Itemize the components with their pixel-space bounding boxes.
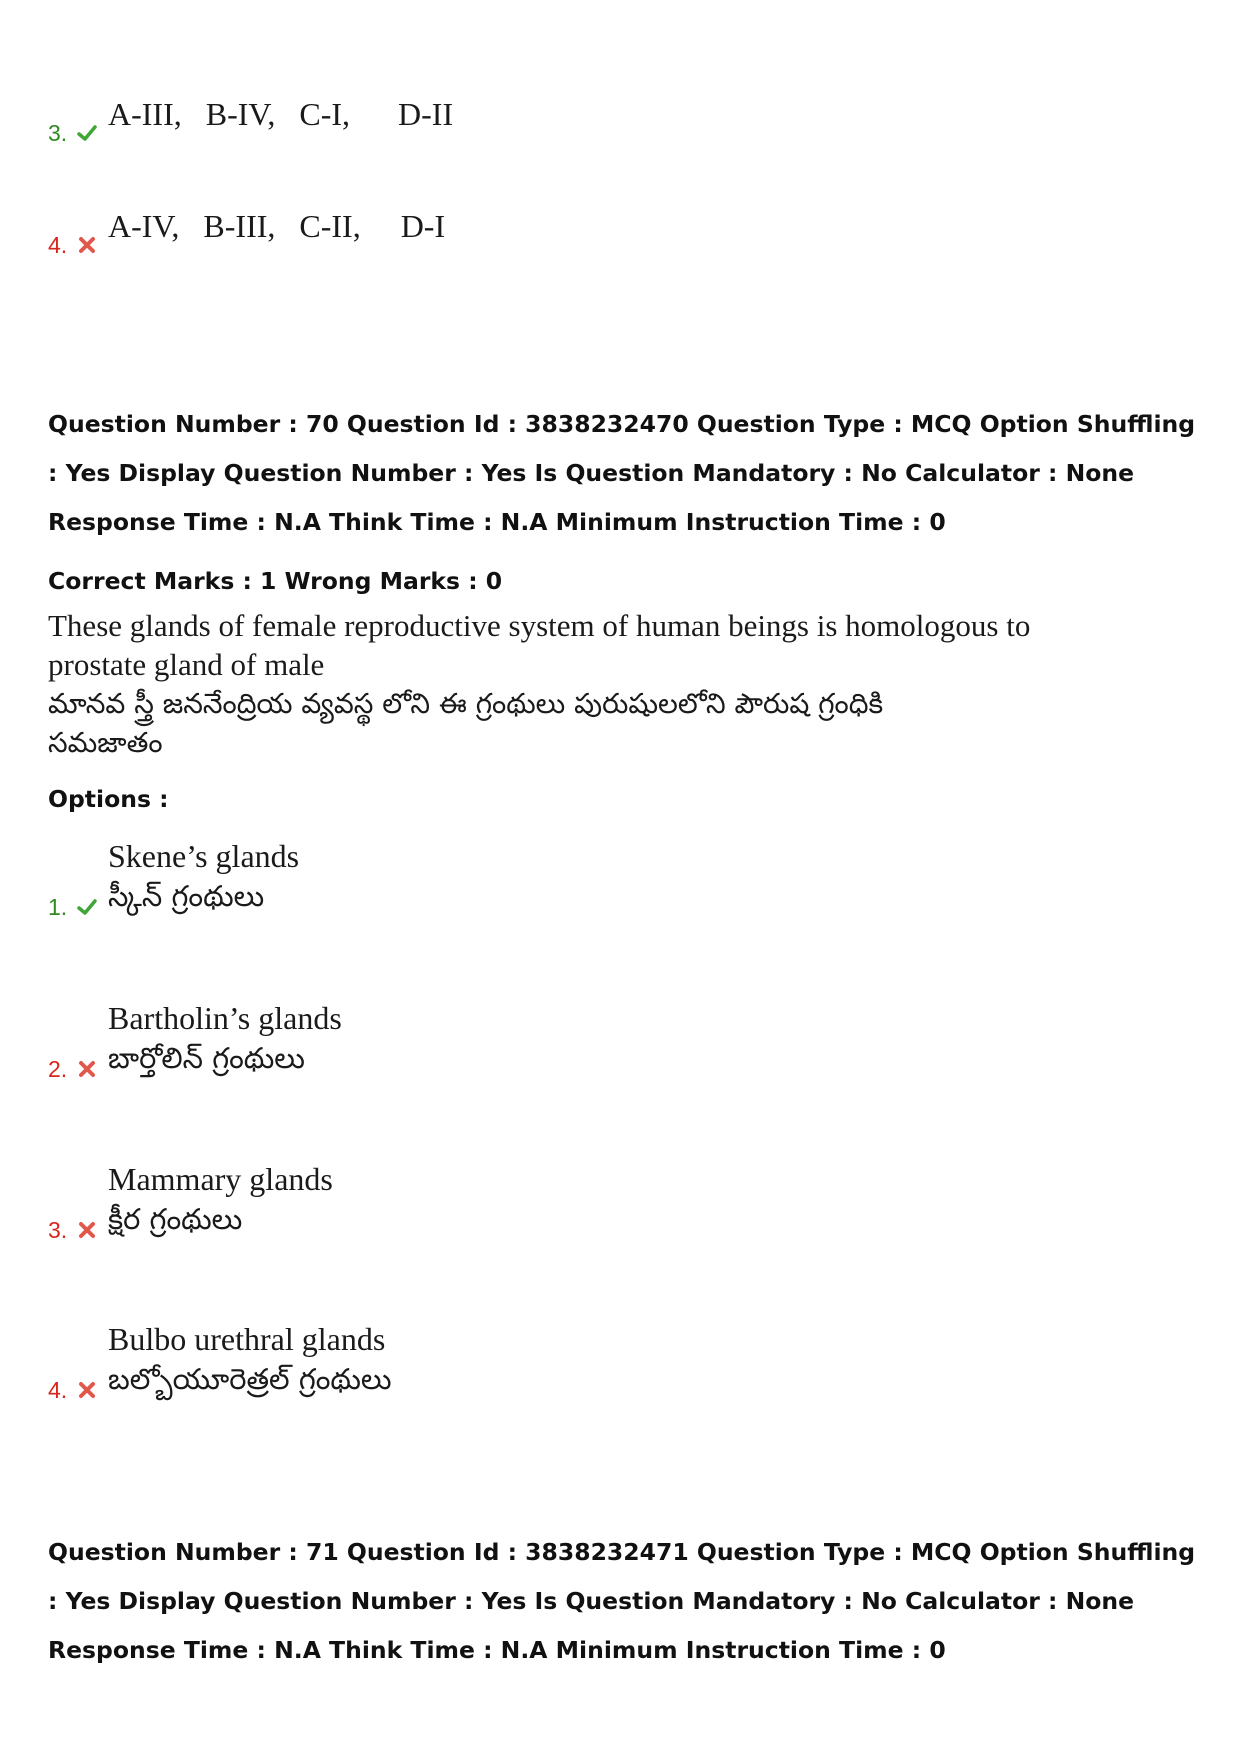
option-number: 1. <box>48 894 68 920</box>
check-icon <box>76 122 98 144</box>
option-text-te: క్షీర గ్రంథులు <box>108 1202 243 1236</box>
option-text-en: Mammary glands <box>108 1161 333 1197</box>
option-text-en: Bulbo urethral glands <box>108 1321 386 1357</box>
option-text-te: బల్బోయూరెత్రల్ గ్రంథులు <box>108 1362 392 1396</box>
question-text-en-line: prostate gland of male <box>48 647 325 682</box>
question-meta: Question Number : 70 Question Id : 3838232470 Question Type : MCQ Option Shuffling : Yes Display Question Number : Yes Is Question Mandatory : No Calculator : None Response Time : N.A Think Time : N.A Minimum Instruction Time : 0 <box>48 410 1196 536</box>
option-text <box>108 998 342 1078</box>
option-number: 3. <box>48 1217 68 1243</box>
cross-icon <box>76 1058 98 1080</box>
cross-icon <box>76 1379 98 1401</box>
option-number: 4. <box>48 232 68 258</box>
question-text-te-line: మానవ స్త్రీ జననేంద్రియ వ్యవస్థ లోని ఈ గ్రంథులు పురుషులలోని పౌరుష గ్రంధికి <box>48 687 884 720</box>
option-text-en: Skene’s glands <box>108 838 300 874</box>
cross-icon <box>76 1219 98 1241</box>
cross-icon <box>76 234 98 256</box>
options-label: Options : <box>48 785 169 813</box>
question-text-te-line: సమజాతం <box>48 726 163 759</box>
question-marks: Correct Marks : 1 Wrong Marks : 0 <box>48 567 503 595</box>
option-text <box>108 1159 333 1239</box>
option-number: 2. <box>48 1056 68 1082</box>
option-text: A-IV, B-III, C-II, D-I <box>108 208 446 244</box>
option-text <box>108 836 299 916</box>
option-text-te: స్కీన్ గ్రంథులు <box>108 879 265 913</box>
question-meta: Question Number : 71 Question Id : 3838232471 Question Type : MCQ Option Shuffling : Yes Display Question Number : Yes Is Question Mandatory : No Calculator : None Response Time : N.A Think Time : N.A Minimum Instruction Time : 0 <box>48 1538 1196 1664</box>
question-text-en-line: These glands of female reproductive system of human beings is homologous to <box>48 608 1031 643</box>
question-text <box>48 606 1048 762</box>
option-text: A-III, B-IV, C-I, D-II <box>108 96 454 132</box>
option-text-en: Bartholin’s glands <box>108 1000 342 1036</box>
option-number: 4. <box>48 1377 68 1403</box>
option-number: 3. <box>48 120 68 146</box>
check-icon <box>76 896 98 918</box>
option-text <box>108 1319 392 1399</box>
option-text-te: బార్తోలిన్ గ్రంథులు <box>108 1041 305 1075</box>
